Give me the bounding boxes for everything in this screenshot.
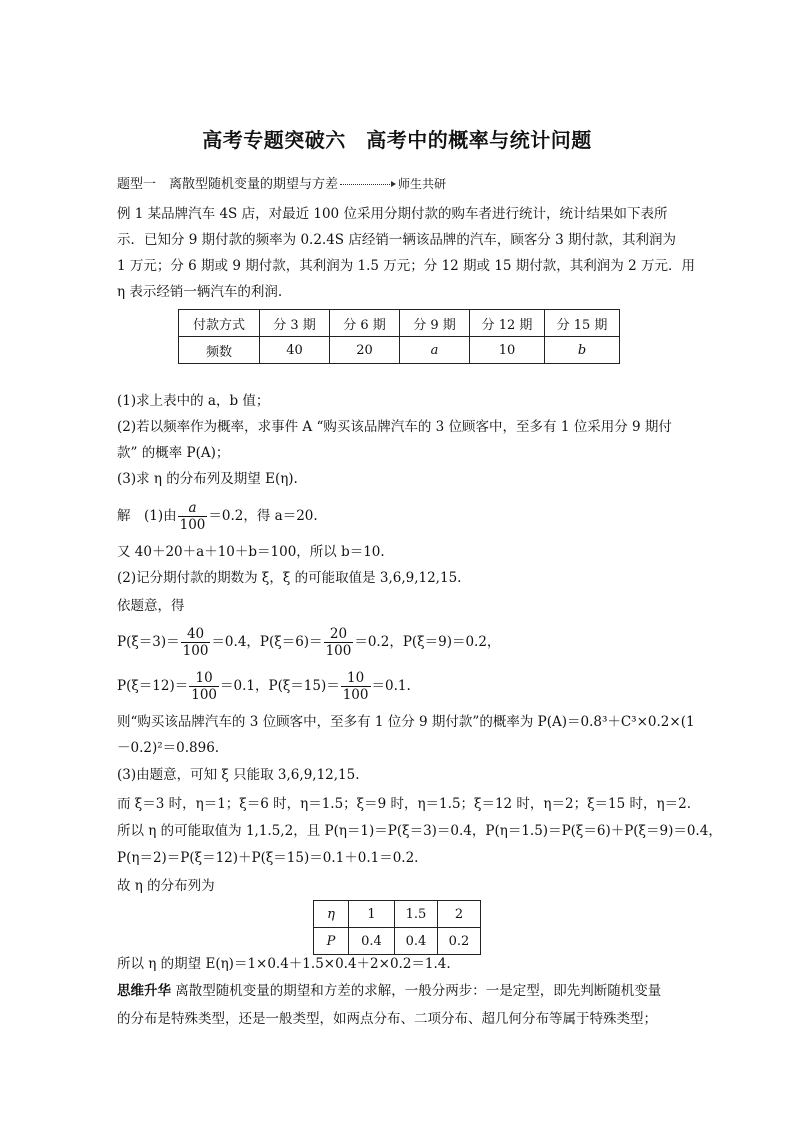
fraction — [341, 670, 371, 703]
table-cell: 10 — [470, 337, 545, 364]
example-line-1: 例 1 某品牌汽车 4S 店，对最近 100 位采用分期付款的购车者进行统计，统计结果如下表所 — [117, 206, 668, 222]
fraction-denominator: 100 — [191, 687, 218, 703]
table-cell: 0.4 — [349, 928, 395, 955]
summary-line-1 — [117, 982, 661, 1000]
solution-line-2: 又 40＋20＋a＋10＋b＝100，所以 b＝10. — [117, 544, 385, 560]
table-cell: 0.4 — [395, 928, 438, 955]
table-cell: 1.5 — [395, 901, 438, 928]
fraction-numerator: 20 — [324, 626, 354, 643]
table-row — [179, 310, 620, 337]
section-tag: 师生共研 — [398, 177, 447, 191]
solution-text: ＝0.1，P(ξ＝15)＝ — [220, 678, 340, 694]
table-row — [314, 928, 481, 955]
fraction — [178, 500, 208, 533]
frequency-table — [178, 309, 620, 364]
fraction — [324, 626, 354, 659]
probability-line-2 — [117, 670, 411, 703]
table-cell: 分 9 期 — [400, 310, 470, 337]
table-cell: 40 — [260, 337, 330, 364]
probability-line-1 — [117, 626, 500, 659]
example-line-2: 示．已知分 9 期付款的频率为 0.2.4S 店经销一辆该品牌的汽车，顾客分 3 期付款，其利润为 — [117, 232, 677, 248]
solution-line-11: 所以 η 的可能取值为 1,1.5,2，且 P(η＝1)＝P(ξ＝3)＝0.4，P(η＝1.5)＝P(ξ＝6)＋P(ξ＝9)＝0.4， — [117, 823, 722, 839]
section-heading — [117, 175, 446, 194]
fraction — [189, 670, 219, 703]
solution-line-4: 依题意，得 — [117, 598, 185, 614]
question-2: (2)若以频率作为概率，求事件 A “购买该品牌汽车的 3 位顾客中，至多有 1 位采用分 9 期付 — [117, 419, 672, 435]
solution-line-1 — [117, 500, 318, 533]
table-cell: η — [314, 901, 349, 928]
fraction-denominator: 100 — [342, 687, 369, 703]
fraction-denominator: 100 — [182, 643, 209, 659]
solution-line-3: (2)记分期付款的期数为 ξ，ξ 的可能取值是 3,6,9,12,15. — [117, 570, 462, 586]
solution-line-7: 则“购买该品牌汽车的 3 位顾客中，至多有 1 位分 9 期付款”的概率为 P(A)＝0.8³＋C³×0.2×(1 — [117, 714, 695, 730]
table-cell: 20 — [330, 337, 400, 364]
fraction-denominator: 100 — [325, 643, 352, 659]
solution-text: ＝0.1. — [371, 678, 411, 694]
table-cell: 0.2 — [438, 928, 481, 955]
solution-text: ＝0.4，P(ξ＝6)＝ — [211, 634, 323, 650]
distribution-table — [313, 900, 481, 955]
table-cell: P — [314, 928, 349, 955]
solution-line-14: 所以 η 的期望 E(η)＝1×0.4＋1.5×0.4＋2×0.2＝1.4. — [117, 956, 451, 972]
table-cell: 分 12 期 — [470, 310, 545, 337]
table-cell: 分 3 期 — [260, 310, 330, 337]
summary-text: 离散型随机变量的期望和方差的求解，一般分两步：一是定型，即先判断随机变量 — [175, 983, 662, 999]
solution-text: ＝0.2，P(ξ＝9)＝0.2， — [354, 634, 501, 650]
fraction — [181, 626, 211, 659]
table-cell: 分 6 期 — [330, 310, 400, 337]
fraction-numerator: 10 — [189, 670, 219, 687]
solution-text: ＝0.2，得 a＝20. — [208, 508, 318, 524]
solution-line-9: (3)由题意，可知 ξ 只能取 3,6,9,12,15. — [117, 767, 360, 783]
table-cell: 1 — [349, 901, 395, 928]
solution-text: P(ξ＝12)＝ — [117, 678, 189, 694]
solution-line-8: －0.2)²＝0.896. — [117, 740, 220, 756]
question-3: (3)求 η 的分布列及期望 E(η). — [117, 471, 298, 487]
page-title: 高考专题突破六 高考中的概率与统计问题 — [202, 128, 592, 152]
fraction-numerator: 10 — [341, 670, 371, 687]
arrow-icon — [340, 184, 392, 185]
fraction-numerator: a — [178, 500, 208, 517]
solution-line-10: 而 ξ＝3 时，η＝1；ξ＝6 时，η＝1.5；ξ＝9 时，η＝1.5；ξ＝12 时，η＝2；ξ＝15 时，η＝2. — [117, 796, 691, 812]
solution-text: P(ξ＝3)＝ — [117, 634, 180, 650]
table-cell: 2 — [438, 901, 481, 928]
table-row — [314, 901, 481, 928]
table-cell: 分 15 期 — [545, 310, 620, 337]
fraction-numerator: 40 — [181, 626, 211, 643]
question-1: (1)求上表中的 a，b 值； — [117, 393, 270, 409]
solution-text: 解 (1)由 — [117, 508, 177, 524]
question-2-cont: 款” 的概率 P(A)； — [117, 445, 230, 461]
example-line-4: η 表示经销一辆汽车的利润. — [117, 284, 283, 300]
table-cell: 频数 — [179, 337, 260, 364]
example-line-3: 1 万元；分 6 期或 9 期付款，其利润为 1.5 万元；分 12 期或 15 期付款，其利润为 2 万元．用 — [117, 258, 695, 274]
fraction-denominator: 100 — [179, 517, 206, 533]
summary-line-2: 的分布是特殊类型，还是一般类型，如两点分布、二项分布、超几何分布等属于特殊类型； — [117, 1011, 657, 1027]
table-cell: a — [400, 337, 470, 364]
solution-line-12: P(η＝2)＝P(ξ＝12)＋P(ξ＝15)＝0.1＋0.1＝0.2. — [117, 850, 419, 866]
table-cell: 付款方式 — [179, 310, 260, 337]
summary-label: 思维升华 — [117, 983, 171, 999]
section-heading-text: 题型一 离散型随机变量的期望与方差 — [117, 177, 339, 192]
solution-line-13: 故 η 的分布列为 — [117, 878, 215, 894]
table-row — [179, 337, 620, 364]
table-cell: b — [545, 337, 620, 364]
